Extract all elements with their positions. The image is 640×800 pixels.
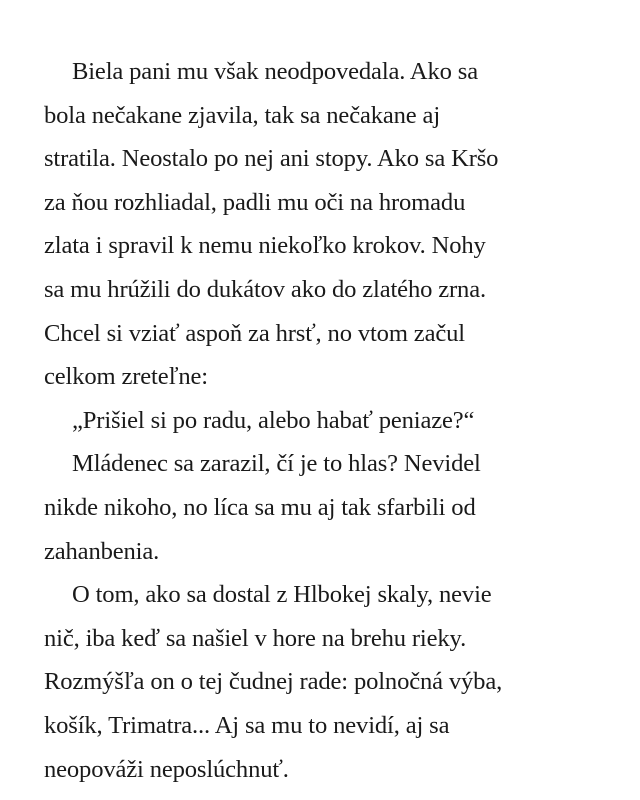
text-line: za ňou rozhliadal, padli mu oči na hromadu xyxy=(44,188,466,216)
text-line: stratila. Neostalo po nej ani stopy. Ako sa Kršo xyxy=(44,145,499,173)
text-line: Biela pani mu však neodpovedala. Ako sa xyxy=(72,58,478,85)
text-line: Mládenec sa zarazil, čí je to hlas? Nevidel xyxy=(72,450,481,478)
text-line: nikde nikoho, no líca sa mu aj tak sfarbili od xyxy=(44,493,476,521)
text-line: celkom zreteľne: xyxy=(44,363,208,391)
text-line: sa mu hrúžili do dukátov ako do zlatého zrna. xyxy=(44,275,486,303)
text-line: zlata i spravil k nemu niekoľko krokov. Nohy xyxy=(44,232,486,260)
text-line: Chcel si vziať aspoň za hrsť, no vtom začul xyxy=(44,319,465,347)
story-text xyxy=(44,50,604,791)
text-line: bola nečakane zjavila, tak sa nečakane aj xyxy=(44,101,440,129)
text-line: O tom, ako sa dostal z Hlbokej skaly, nevie xyxy=(72,581,492,609)
text-line: zahanbenia. xyxy=(44,537,160,565)
text-line: košík, Trimatra... Aj sa mu to nevidí, aj sa xyxy=(44,711,450,739)
text-line: Rozmýšľa on o tej čudnej rade: polnočná výba, xyxy=(44,668,503,696)
text-line: „Prišiel si po radu, alebo habať peniaze?“ xyxy=(72,406,475,434)
text-line: nič, iba keď sa našiel v hore na brehu rieky. xyxy=(44,624,467,652)
text-line: neopováži neposlúchnuť. xyxy=(44,755,289,783)
